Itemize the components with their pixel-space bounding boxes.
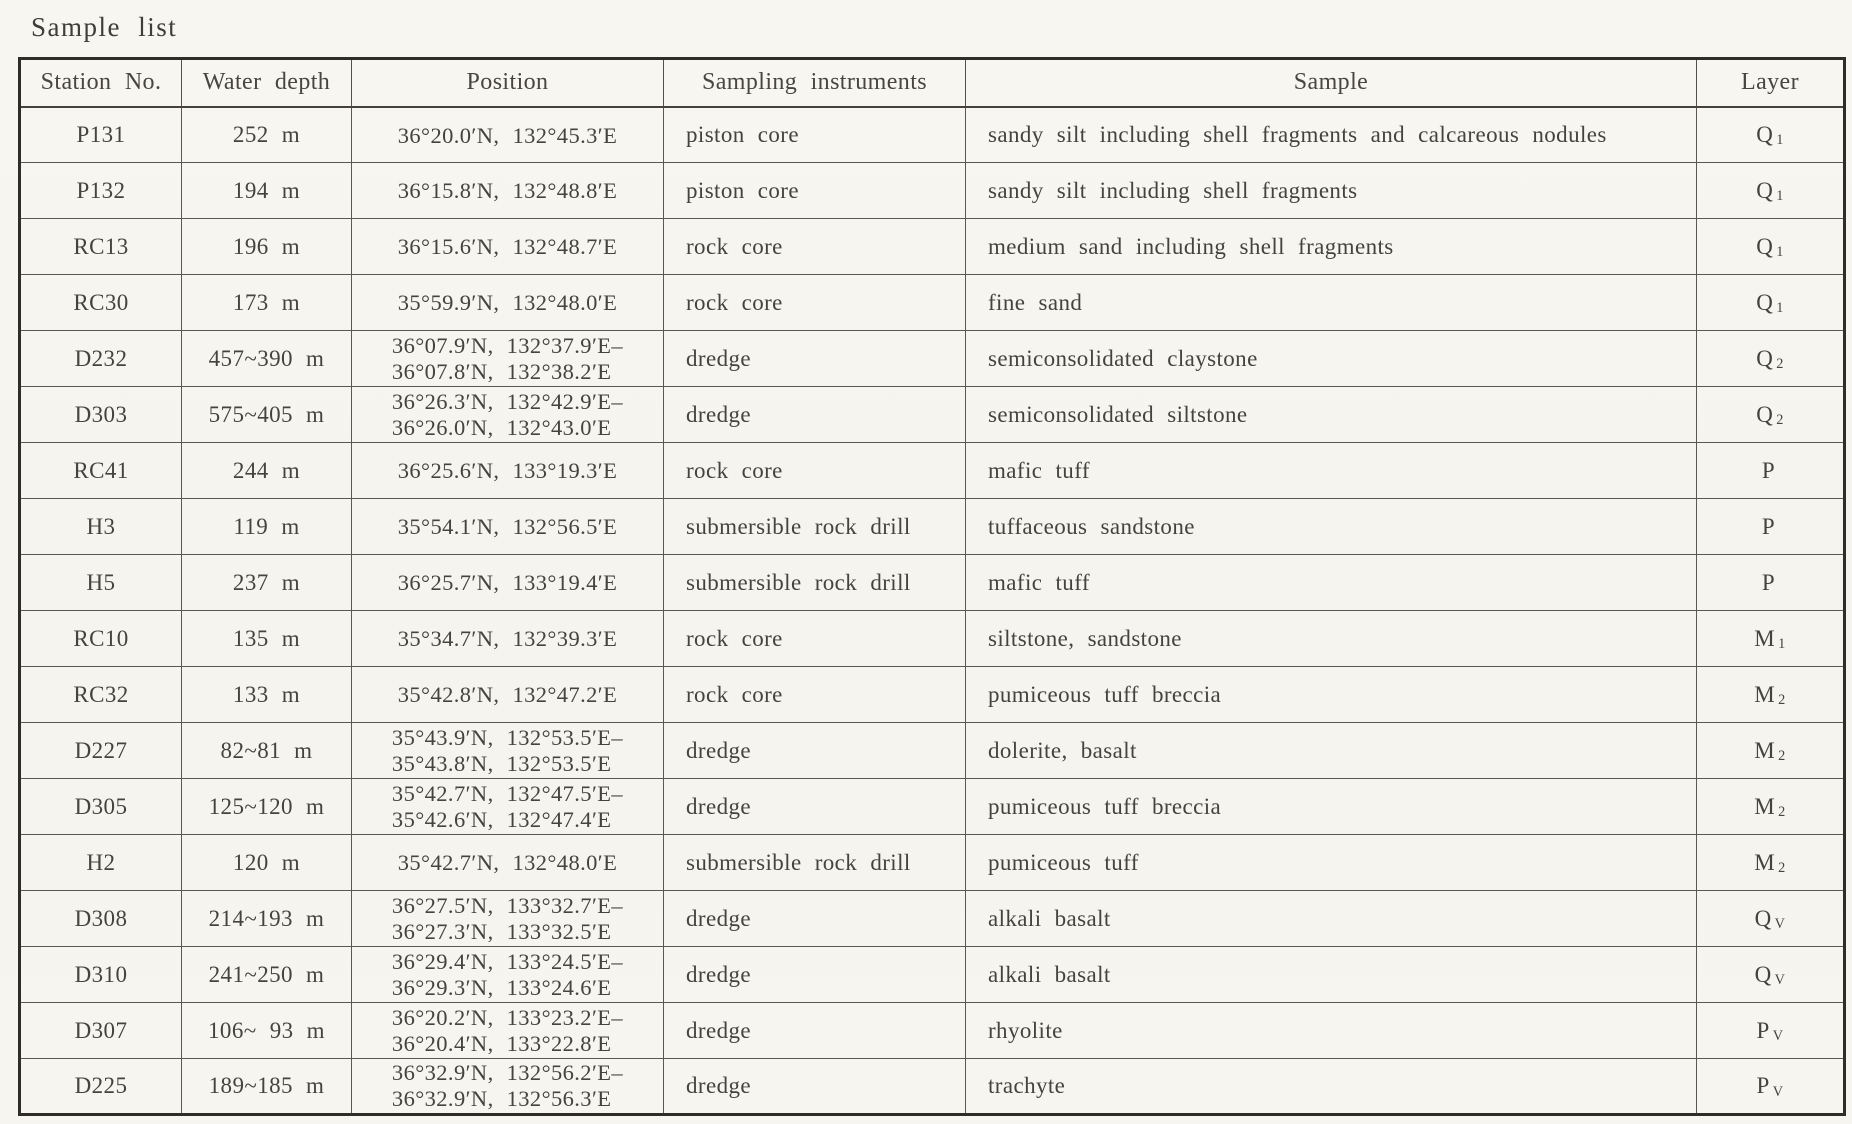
station-no-value: P132	[76, 177, 126, 203]
position-block	[398, 570, 617, 596]
sampling-instrument-value: rock core	[686, 233, 783, 259]
water-depth-value: 575~405 m	[208, 401, 325, 427]
station-no-value: RC41	[73, 457, 129, 483]
water-depth-value: 133 m	[232, 681, 301, 707]
position-cell	[352, 835, 664, 891]
position-block	[392, 893, 623, 945]
layer-cell	[1697, 331, 1845, 387]
position-line-2: 35°42.6′N, 132°47.4′E	[391, 806, 612, 832]
position-block	[398, 123, 617, 149]
sampling-instrument-value: submersible rock drill	[686, 569, 911, 595]
station-no-cell	[20, 611, 182, 667]
layer-symbol: Q	[1756, 233, 1774, 259]
sample-cell	[966, 1059, 1697, 1115]
station-no-value: H3	[86, 513, 116, 539]
header-row	[20, 59, 1845, 107]
layer-symbol: M	[1754, 793, 1776, 819]
station-no-value: D307	[74, 1017, 128, 1043]
water-depth-cell	[182, 555, 352, 611]
sampling-instrument-cell	[664, 779, 966, 835]
sample-value: sandy silt including shell fragments	[988, 177, 1358, 203]
layer-cell	[1697, 667, 1845, 723]
position-block	[398, 850, 617, 876]
table-row	[20, 611, 1845, 667]
position-line-1: 35°42.7′N, 132°47.5′E–	[391, 780, 624, 806]
sample-cell	[966, 835, 1697, 891]
sample-cell	[966, 1003, 1697, 1059]
water-depth-value: 119 m	[233, 513, 300, 539]
water-depth-cell	[182, 667, 352, 723]
layer-subscript: 2	[1778, 860, 1786, 877]
position-block	[398, 514, 617, 540]
water-depth-cell	[182, 163, 352, 219]
layer-cell	[1697, 275, 1845, 331]
sampling-instrument-value: piston core	[686, 121, 799, 147]
water-depth-cell	[182, 275, 352, 331]
sampling-instrument-cell	[664, 107, 966, 163]
water-depth-value: 241~250 m	[208, 961, 325, 987]
position-block	[398, 458, 617, 484]
water-depth-cell	[182, 835, 352, 891]
position-line-1: 35°34.7′N, 132°39.3′E	[397, 626, 618, 652]
layer-symbol: P	[1756, 1017, 1770, 1043]
water-depth-cell	[182, 219, 352, 275]
layer-subscript: V	[1774, 972, 1786, 989]
layer-subscript: 1	[1776, 300, 1784, 317]
position-line-1: 35°59.9′N, 132°48.0′E	[397, 290, 618, 316]
position-cell	[352, 499, 664, 555]
position-cell	[352, 1003, 664, 1059]
table-row	[20, 499, 1845, 555]
layer-cell	[1697, 891, 1845, 947]
water-depth-value: 189~185 m	[208, 1073, 325, 1098]
layer-cell	[1697, 443, 1845, 499]
layer-symbol: P	[1756, 1073, 1770, 1098]
position-block	[398, 626, 617, 652]
sampling-instrument-cell	[664, 1059, 966, 1115]
sampling-instrument-cell	[664, 331, 966, 387]
station-no-cell	[20, 667, 182, 723]
station-no-cell	[20, 723, 182, 779]
sample-cell	[966, 275, 1697, 331]
sampling-instrument-value: rock core	[686, 681, 783, 707]
position-cell	[352, 667, 664, 723]
position-cell	[352, 1059, 664, 1115]
position-cell	[352, 331, 664, 387]
col-header-water-depth: Water depth	[182, 59, 352, 107]
position-line-2: 35°43.8′N, 132°53.5′E	[391, 750, 612, 776]
station-no-cell	[20, 331, 182, 387]
station-no-value: RC32	[73, 681, 129, 707]
position-cell	[352, 611, 664, 667]
position-block	[392, 389, 623, 441]
position-line-1: 35°42.7′N, 132°48.0′E	[397, 850, 618, 876]
table-row	[20, 667, 1845, 723]
table-row	[20, 891, 1845, 947]
layer-symbol: P	[1761, 569, 1776, 595]
layer-cell	[1697, 947, 1845, 1003]
layer-symbol: M	[1754, 849, 1776, 875]
sample-cell	[966, 219, 1697, 275]
sample-value: siltstone, sandstone	[988, 625, 1182, 651]
sample-value: pumiceous tuff	[988, 849, 1139, 875]
table-row	[20, 163, 1845, 219]
table-row	[20, 723, 1845, 779]
sample-list-table	[18, 57, 1846, 1116]
col-header-sample: Sample	[966, 59, 1697, 107]
sampling-instrument-cell	[664, 1003, 966, 1059]
sampling-instrument-cell	[664, 387, 966, 443]
layer-subscript: 2	[1776, 412, 1784, 429]
sampling-instrument-value: dredge	[686, 401, 751, 427]
table-row	[20, 387, 1845, 443]
layer-subscript: 2	[1778, 748, 1786, 765]
sample-value: medium sand including shell fragments	[988, 233, 1394, 259]
layer-symbol: M	[1754, 681, 1776, 707]
position-line-1: 36°29.4′N, 133°24.5′E–	[391, 948, 624, 974]
sampling-instrument-cell	[664, 891, 966, 947]
position-line-1: 36°27.5′N, 133°32.7′E–	[391, 892, 624, 918]
station-no-cell	[20, 443, 182, 499]
station-no-value: RC10	[73, 625, 129, 651]
sampling-instrument-cell	[664, 443, 966, 499]
position-cell	[352, 891, 664, 947]
position-line-2: 36°20.4′N, 133°22.8′E	[391, 1030, 612, 1056]
sample-value: mafic tuff	[988, 457, 1090, 483]
station-no-value: D225	[74, 1073, 128, 1098]
water-depth-value: 120 m	[232, 849, 301, 875]
station-no-value: D303	[74, 401, 128, 427]
position-cell	[352, 779, 664, 835]
sampling-instrument-value: rock core	[686, 289, 783, 315]
station-no-value: D310	[74, 961, 128, 987]
position-block	[398, 178, 617, 204]
position-line-1: 35°54.1′N, 132°56.5′E	[397, 514, 618, 540]
layer-subscript: 1	[1776, 244, 1784, 261]
sample-cell	[966, 163, 1697, 219]
water-depth-value: 214~193 m	[208, 905, 325, 931]
table-row	[20, 835, 1845, 891]
layer-cell	[1697, 1003, 1845, 1059]
station-no-cell	[20, 1003, 182, 1059]
layer-cell	[1697, 835, 1845, 891]
water-depth-cell	[182, 779, 352, 835]
position-line-1: 36°07.9′N, 132°37.9′E–	[391, 332, 624, 358]
layer-subscript: V	[1772, 1028, 1784, 1045]
station-no-value: D227	[74, 737, 128, 763]
water-depth-value: 196 m	[232, 233, 301, 259]
table-row	[20, 107, 1845, 163]
col-header-layer: Layer	[1697, 59, 1845, 107]
sample-value: dolerite, basalt	[988, 737, 1137, 763]
col-header-position: Position	[352, 59, 664, 107]
water-depth-cell	[182, 443, 352, 499]
water-depth-value: 173 m	[232, 289, 301, 315]
position-line-1: 35°43.9′N, 132°53.5′E–	[391, 724, 624, 750]
position-block	[392, 949, 623, 1001]
station-no-cell	[20, 163, 182, 219]
sample-cell	[966, 107, 1697, 163]
sample-value: alkali basalt	[988, 905, 1111, 931]
position-line-1: 35°42.8′N, 132°47.2′E	[397, 682, 618, 708]
position-cell	[352, 443, 664, 499]
table-row	[20, 1003, 1845, 1059]
sampling-instrument-cell	[664, 499, 966, 555]
layer-symbol: Q	[1756, 401, 1774, 427]
sampling-instrument-cell	[664, 163, 966, 219]
page-title: Sample list	[31, 12, 178, 42]
water-depth-value: 252 m	[232, 121, 301, 147]
sampling-instrument-cell	[664, 555, 966, 611]
sampling-instrument-value: dredge	[686, 905, 751, 931]
sample-cell	[966, 611, 1697, 667]
station-no-value: H5	[86, 569, 116, 595]
layer-symbol: P	[1761, 513, 1776, 539]
station-no-value: D305	[74, 793, 128, 819]
sampling-instrument-cell	[664, 835, 966, 891]
station-no-value: H2	[86, 849, 116, 875]
water-depth-value: 82~81 m	[220, 737, 313, 763]
layer-cell	[1697, 611, 1845, 667]
sampling-instrument-value: submersible rock drill	[686, 513, 911, 539]
table-row	[20, 331, 1845, 387]
position-line-2: 36°27.3′N, 133°32.5′E	[391, 918, 612, 944]
sample-value: alkali basalt	[988, 961, 1111, 987]
layer-subscript: V	[1772, 1083, 1784, 1100]
water-depth-cell	[182, 331, 352, 387]
layer-subscript: 1	[1776, 188, 1784, 205]
sampling-instrument-cell	[664, 611, 966, 667]
layer-cell	[1697, 723, 1845, 779]
position-cell	[352, 723, 664, 779]
layer-cell	[1697, 1059, 1845, 1115]
position-block	[398, 234, 617, 260]
table-row	[20, 1059, 1845, 1115]
sample-value: fine sand	[988, 289, 1083, 315]
sampling-instrument-value: dredge	[686, 1017, 751, 1043]
position-cell	[352, 947, 664, 1003]
station-no-cell	[20, 891, 182, 947]
water-depth-value: 237 m	[232, 569, 301, 595]
sample-value: sandy silt including shell fragments and calcareous nodules	[988, 121, 1607, 147]
station-no-cell	[20, 835, 182, 891]
position-line-2: 36°26.0′N, 132°43.0′E	[391, 414, 612, 440]
position-block	[398, 290, 617, 316]
layer-cell	[1697, 219, 1845, 275]
position-line-2: 36°29.3′N, 133°24.6′E	[391, 974, 612, 1000]
station-no-cell	[20, 499, 182, 555]
position-block	[392, 1060, 623, 1112]
station-no-cell	[20, 275, 182, 331]
layer-subscript: V	[1774, 916, 1786, 933]
water-depth-cell	[182, 107, 352, 163]
sampling-instrument-cell	[664, 275, 966, 331]
water-depth-value: 244 m	[232, 457, 301, 483]
station-no-value: RC13	[73, 233, 129, 259]
position-block	[392, 1005, 623, 1057]
sampling-instrument-value: submersible rock drill	[686, 849, 911, 875]
sample-cell	[966, 499, 1697, 555]
layer-symbol: Q	[1754, 961, 1772, 987]
sampling-instrument-value: rock core	[686, 625, 783, 651]
position-line-1: 36°32.9′N, 132°56.2′E–	[391, 1060, 624, 1085]
water-depth-cell	[182, 499, 352, 555]
sample-cell	[966, 723, 1697, 779]
sample-cell	[966, 387, 1697, 443]
sampling-instrument-cell	[664, 219, 966, 275]
sample-value: semiconsolidated siltstone	[988, 401, 1248, 427]
sample-value: rhyolite	[988, 1017, 1063, 1043]
sample-cell	[966, 443, 1697, 499]
layer-subscript: 2	[1778, 804, 1786, 821]
position-line-1: 36°20.2′N, 133°23.2′E–	[391, 1004, 624, 1030]
col-header-sampling-instruments: Sampling instruments	[664, 59, 966, 107]
sample-cell	[966, 331, 1697, 387]
position-line-1: 36°25.7′N, 133°19.4′E	[397, 570, 618, 596]
sampling-instrument-value: dredge	[686, 793, 751, 819]
water-depth-value: 135 m	[232, 625, 301, 651]
layer-symbol: P	[1761, 457, 1776, 483]
table-row	[20, 219, 1845, 275]
sample-cell	[966, 667, 1697, 723]
position-block	[392, 333, 623, 385]
sample-value: pumiceous tuff breccia	[988, 793, 1222, 819]
position-line-1: 36°26.3′N, 132°42.9′E–	[391, 388, 624, 414]
position-line-2: 36°32.9′N, 132°56.3′E	[391, 1086, 612, 1111]
sampling-instrument-cell	[664, 723, 966, 779]
water-depth-cell	[182, 1003, 352, 1059]
water-depth-value: 106~ 93 m	[208, 1017, 325, 1043]
position-cell	[352, 163, 664, 219]
sample-value: tuffaceous sandstone	[988, 513, 1195, 539]
table-row	[20, 443, 1845, 499]
position-cell	[352, 555, 664, 611]
layer-subscript: 1	[1778, 636, 1786, 653]
position-cell	[352, 275, 664, 331]
water-depth-cell	[182, 1059, 352, 1115]
sample-value: semiconsolidated claystone	[988, 345, 1258, 371]
layer-cell	[1697, 107, 1845, 163]
position-line-1: 36°15.6′N, 132°48.7′E	[397, 234, 618, 260]
sample-cell	[966, 779, 1697, 835]
water-depth-cell	[182, 723, 352, 779]
sampling-instrument-value: dredge	[686, 345, 751, 371]
layer-symbol: M	[1754, 625, 1776, 651]
table-row	[20, 947, 1845, 1003]
layer-cell	[1697, 555, 1845, 611]
sample-value: mafic tuff	[988, 569, 1090, 595]
table-row	[20, 779, 1845, 835]
station-no-cell	[20, 107, 182, 163]
table-row	[20, 275, 1845, 331]
station-no-cell	[20, 1059, 182, 1115]
position-cell	[352, 387, 664, 443]
station-no-cell	[20, 947, 182, 1003]
table-row	[20, 555, 1845, 611]
station-no-value: P131	[76, 121, 126, 147]
position-cell	[352, 107, 664, 163]
sample-cell	[966, 947, 1697, 1003]
station-no-cell	[20, 555, 182, 611]
table-body	[20, 107, 1845, 1115]
sampling-instrument-cell	[664, 947, 966, 1003]
station-no-cell	[20, 779, 182, 835]
sample-cell	[966, 891, 1697, 947]
station-no-value: D308	[74, 905, 128, 931]
layer-symbol: Q	[1756, 177, 1774, 203]
station-no-value: D232	[74, 345, 128, 371]
layer-symbol: Q	[1754, 905, 1772, 931]
water-depth-cell	[182, 947, 352, 1003]
position-line-1: 36°25.6′N, 133°19.3′E	[397, 458, 618, 484]
layer-cell	[1697, 387, 1845, 443]
layer-symbol: Q	[1756, 289, 1774, 315]
water-depth-value: 457~390 m	[208, 345, 325, 371]
water-depth-cell	[182, 387, 352, 443]
layer-subscript: 1	[1776, 132, 1784, 149]
layer-symbol: Q	[1756, 345, 1774, 371]
layer-subscript: 2	[1778, 692, 1786, 709]
sampling-instrument-value: rock core	[686, 457, 783, 483]
position-cell	[352, 219, 664, 275]
layer-symbol: Q	[1756, 121, 1774, 147]
position-block	[392, 781, 623, 833]
sample-value: trachyte	[988, 1073, 1066, 1098]
position-block	[398, 682, 617, 708]
water-depth-cell	[182, 891, 352, 947]
sampling-instrument-value: dredge	[686, 961, 751, 987]
position-block	[392, 725, 623, 777]
position-line-1: 36°15.8′N, 132°48.8′E	[397, 178, 618, 204]
station-no-cell	[20, 219, 182, 275]
sampling-instrument-value: dredge	[686, 737, 751, 763]
sample-cell	[966, 555, 1697, 611]
station-no-value: RC30	[73, 289, 129, 315]
layer-cell	[1697, 163, 1845, 219]
layer-symbol: M	[1754, 737, 1776, 763]
layer-cell	[1697, 499, 1845, 555]
col-header-station-no: Station No.	[20, 59, 182, 107]
layer-subscript: 2	[1776, 356, 1784, 373]
water-depth-value: 125~120 m	[208, 793, 325, 819]
position-line-2: 36°07.8′N, 132°38.2′E	[391, 358, 612, 384]
position-line-1: 36°20.0′N, 132°45.3′E	[397, 122, 618, 148]
sampling-instrument-value: piston core	[686, 177, 799, 203]
water-depth-cell	[182, 611, 352, 667]
sampling-instrument-value: dredge	[686, 1073, 751, 1098]
station-no-cell	[20, 387, 182, 443]
water-depth-value: 194 m	[232, 177, 301, 203]
sampling-instrument-cell	[664, 667, 966, 723]
sample-value: pumiceous tuff breccia	[988, 681, 1222, 707]
layer-cell	[1697, 779, 1845, 835]
